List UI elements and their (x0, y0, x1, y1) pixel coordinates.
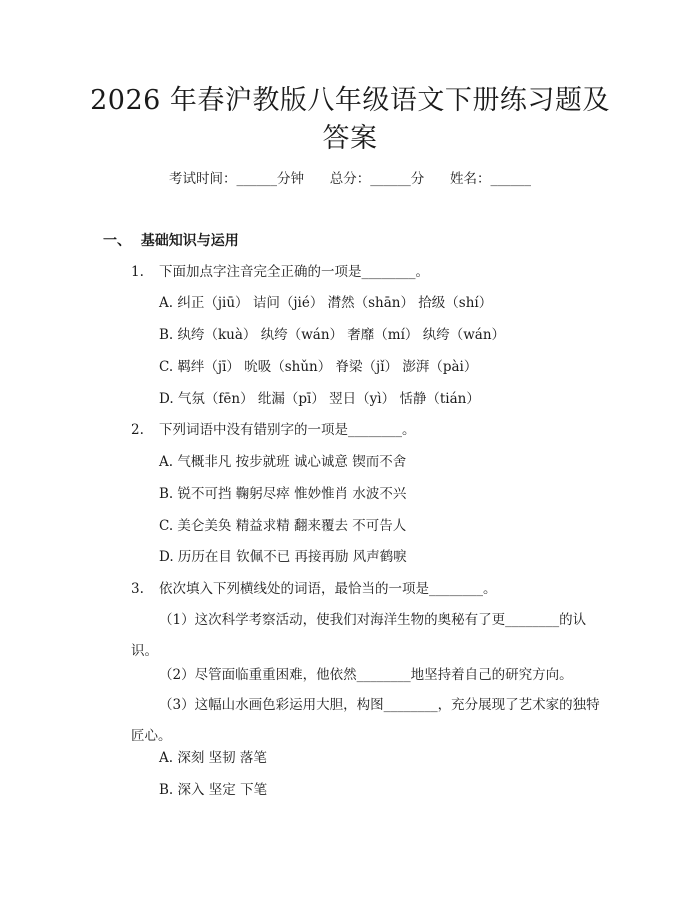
section-heading: 一、 基础知识与运用 (103, 233, 239, 249)
option-d: D. 历历在目 钦佩不已 再接再励 风声鹤唳 (159, 549, 407, 565)
fill-sentence-1: （1）这次科学考察活动，使我们对海洋生物的奥秘有了更________的认识。 (131, 612, 587, 659)
question-number: 1. (131, 264, 144, 280)
option-d: D. 气氛（fēn） 纰漏（pī） 翌日（yì） 恬静（tián） (159, 391, 480, 407)
option-a: A. 深刻 坚韧 落笔 (159, 750, 267, 766)
question-stem: 依次填入下列横线处的词语，最恰当的一项是________。 (159, 581, 497, 597)
exam-time-field: 考试时间：______分钟 (169, 171, 304, 187)
student-name-field: 姓名：______ (450, 171, 531, 187)
question-stem: 下面加点字注音完全正确的一项是________。 (159, 264, 429, 280)
total-score-field: 总分：______分 (329, 171, 425, 187)
option-b: B. 锐不可挡 鞠躬尽瘁 惟妙惟肖 水波不兴 (159, 486, 407, 502)
question-number: 2. (131, 422, 144, 438)
option-c: C. 美仑美奂 精益求精 翻来覆去 不可告人 (159, 518, 407, 534)
page-title: 2026 年春沪教版八年级语文下册练习题及答案 (90, 85, 610, 154)
option-a: A. 气概非凡 按步就班 诚心诚意 锲而不舍 (159, 454, 407, 470)
option-b: B. 深入 坚定 下笔 (159, 782, 268, 798)
option-a: A. 纠正（jiū） 诘问（jié） 潸然（shān） 拾级（shí） (159, 295, 493, 311)
option-c: C. 羁绊（jī） 吮吸（shǔn） 脊梁（jǐ） 澎湃（pài） (159, 359, 478, 375)
question-stem: 下列词语中没有错别字的一项是________。 (159, 422, 416, 438)
question-number: 3. (131, 581, 144, 597)
fill-sentence-2: （2）尽管面临重重困难，他依然________地坚持着自己的研究方向。 (159, 667, 573, 683)
exam-info-row (0, 169, 700, 189)
fill-sentence-3: （3）这幅山水画色彩运用大胆，构图________，充分展现了艺术家的独特匠心。 (131, 697, 600, 744)
option-b: B. 纨绔（kuà） 纨绔（wán） 奢靡（mí） 纨绔（wán） (159, 327, 506, 343)
